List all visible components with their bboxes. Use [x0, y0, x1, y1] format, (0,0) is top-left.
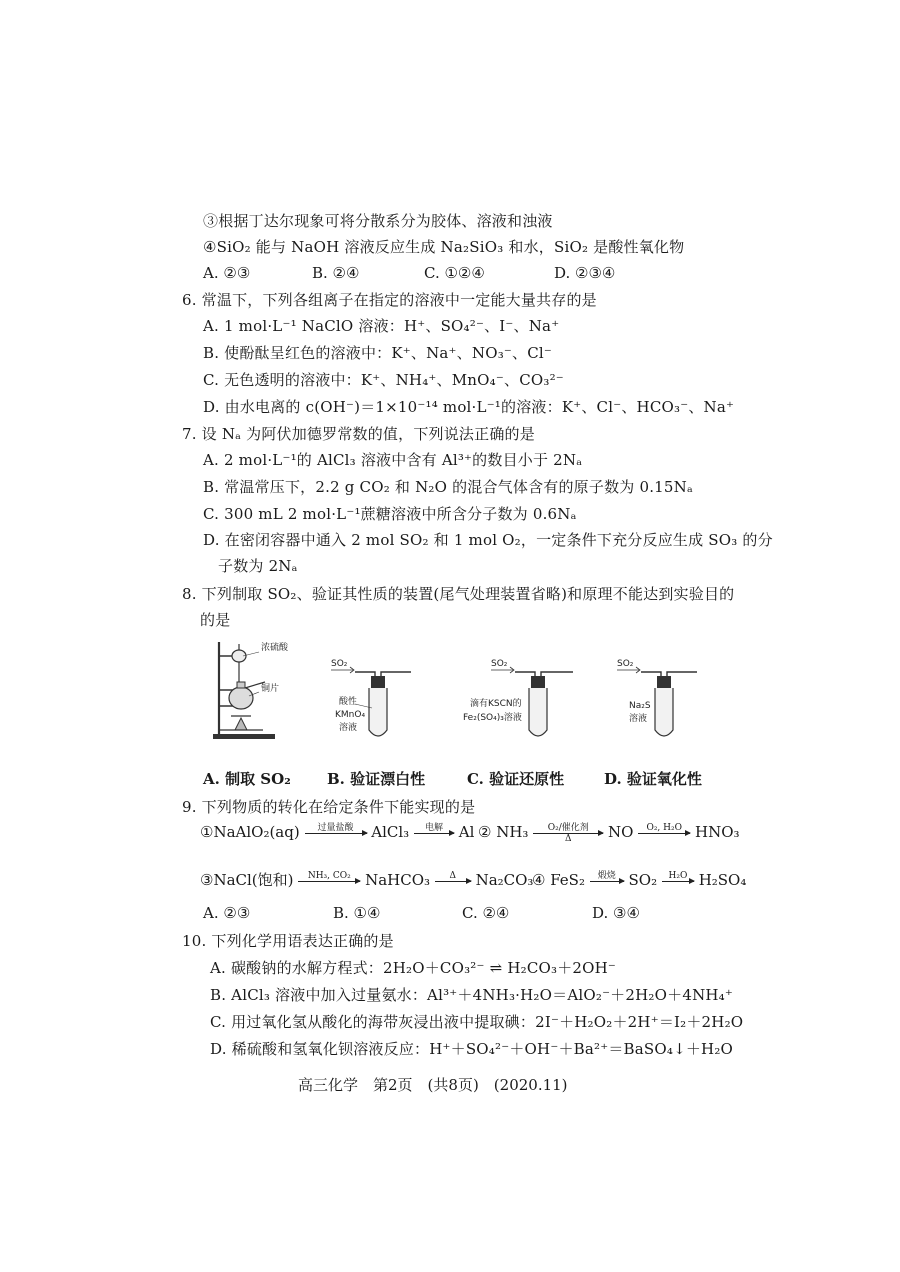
conversion-1-arrow-2: 电解 [414, 823, 454, 844]
question-6-option-b: B. 使酚酞呈红色的溶液中：K⁺、Na⁺、NO₃⁻、Cl⁻ [203, 344, 553, 362]
label-copper-sheet: 铜片 [261, 684, 280, 694]
question-8-stem-line1: 8. 下列制取 SO₂、验证其性质的装置(尾气处理装置省略)和原理不能达到实验目的 [182, 585, 735, 603]
conversion-2-start: ② NH₃ [478, 823, 529, 841]
q8-option-b: B. 验证漂白性 [327, 770, 426, 788]
label-b-line2: KMnO₄ [335, 710, 366, 720]
question-7-option-d-line2: 子数为 2Nₐ [218, 557, 298, 575]
page-footer: 高三化学 第2页 (共8页) (2020.11) [298, 1076, 568, 1094]
label-b-line1: 酸性 [339, 697, 358, 707]
question-10-option-d: D. 稀硫酸和氢氧化钡溶液反应：H⁺＋SO₄²⁻＋OH⁻＋Ba²⁺＝BaSO₄↓＋H₂O [210, 1040, 734, 1058]
label-c-line2: Fe₂(SO₄)₃溶液 [463, 713, 522, 723]
conversion-row-2 [478, 822, 740, 844]
label-d-line2: 溶液 [629, 714, 648, 724]
conversion-1-arrow-1: 过量盐酸 [305, 823, 367, 844]
conversion-2-arrow-2: O₂, H₂O [638, 823, 690, 844]
q8-option-a: A. 制取 SO₂ [203, 770, 291, 788]
conversion-4-start: ④ FeS₂ [532, 871, 585, 889]
conversion-4-end: H₂SO₄ [698, 871, 747, 889]
line-statement-4: ④SiO₂ 能与 NaOH 溶液反应生成 Na₂SiO₃ 和水，SiO₂ 是酸性氧化物 [203, 238, 685, 256]
question-6-option-a: A. 1 mol·L⁻¹ NaClO 溶液：H⁺、SO₄²⁻、I⁻、Na⁺ [203, 317, 560, 335]
conversion-3-arrow-1: NH₃, CO₂ [298, 871, 360, 892]
conversion-1-start: ①NaAlO₂(aq) [200, 823, 300, 841]
question-7-stem: 7. 设 Nₐ 为阿伏加德罗常数的值，下列说法正确的是 [182, 425, 535, 443]
question-8-stem-line2: 的是 [200, 611, 231, 629]
q8-option-c: C. 验证还原性 [467, 770, 565, 788]
apparatus-figure [205, 638, 720, 742]
conversion-row-3 [200, 870, 533, 892]
conversion-3-arrow-2: Δ [435, 871, 471, 892]
question-7-option-c: C. 300 mL 2 mol·L⁻¹蔗糖溶液中所含分子数为 0.6Nₐ [203, 505, 577, 523]
conversion-3-start: ③NaCl(饱和) [200, 871, 294, 889]
apparatus-d-tube [617, 659, 697, 736]
conversion-3-mid: NaHCO₃ [365, 871, 430, 889]
label-d-line1: Na₂S [629, 701, 651, 711]
conversion-2-arrow-1: O₂/催化剂 Δ [533, 823, 603, 844]
conversion-4-mid: SO₂ [628, 871, 658, 889]
label-concentrated-sulfuric-acid: 浓硫酸 [261, 643, 289, 653]
q9-option-c: C. ②④ [462, 904, 510, 922]
question-6-stem: 6. 常温下，下列各组离子在指定的溶液中一定能大量共存的是 [182, 291, 597, 309]
conversion-2-mid: NO [608, 823, 634, 841]
question-7-option-a: A. 2 mol·L⁻¹的 AlCl₃ 溶液中含有 Al³⁺的数目小于 2Nₐ [203, 451, 583, 469]
q8-option-d: D. 验证氧化性 [604, 770, 702, 788]
conversion-1-mid: AlCl₃ [371, 823, 410, 841]
question-10-stem: 10. 下列化学用语表达正确的是 [182, 932, 394, 950]
q5-option-b: B. ②④ [312, 264, 360, 282]
q5-option-c: C. ①②④ [424, 264, 485, 282]
conversion-4-arrow-2: H₂O [662, 871, 694, 892]
question-7-option-b: B. 常温常压下，2.2 g CO₂ 和 N₂O 的混合气体含有的原子数为 0.15Nₐ [203, 478, 693, 496]
conversion-2-end: HNO₃ [695, 823, 740, 841]
conversion-1-end: Al [458, 823, 475, 841]
question-10-option-b: B. AlCl₃ 溶液中加入过量氨水：Al³⁺＋4NH₃·H₂O＝AlO₂⁻＋2H₂O＋4NH₄⁺ [210, 986, 734, 1004]
q9-option-d: D. ③④ [592, 904, 640, 922]
question-6-option-c: C. 无色透明的溶液中：K⁺、NH₄⁺、MnO₄⁻、CO₃²⁻ [203, 371, 564, 389]
question-6-option-d: D. 由水电离的 c(OH⁻)＝1×10⁻¹⁴ mol·L⁻¹的溶液：K⁺、Cl⁻、HCO₃⁻、Na⁺ [203, 398, 735, 416]
conversion-row-1 [200, 822, 474, 844]
label-b-line3: 溶液 [339, 723, 358, 733]
question-10-option-c: C. 用过氧化氢从酸化的海带灰浸出液中提取碘：2I⁻＋H₂O₂＋2H⁺＝I₂＋2H₂O [210, 1013, 744, 1031]
q5-option-a: A. ②③ [203, 264, 251, 282]
line-statement-3: ③根据丁达尔现象可将分散系分为胶体、溶液和浊液 [203, 212, 553, 230]
label-gas-c: SO₂ [491, 659, 508, 669]
label-gas-b: SO₂ [331, 659, 348, 669]
q5-option-d: D. ②③④ [554, 264, 616, 282]
question-9-stem: 9. 下列物质的转化在给定条件下能实现的是 [182, 798, 476, 816]
apparatus-c-tube [463, 659, 573, 736]
q9-option-a: A. ②③ [203, 904, 251, 922]
label-gas-d: SO₂ [617, 659, 634, 669]
q9-option-b: B. ①④ [333, 904, 381, 922]
conversion-3-end: Na₂CO₃ [475, 871, 534, 889]
apparatus-a-generator [213, 641, 289, 739]
conversion-4-arrow-1: 煅烧 [590, 871, 624, 892]
conversion-row-4 [532, 870, 746, 892]
apparatus-b-tube [331, 659, 411, 736]
label-c-line1: 滴有KSCN的 [470, 699, 522, 709]
question-7-option-d-line1: D. 在密闭容器中通入 2 mol SO₂ 和 1 mol O₂，一定条件下充分反应生成 SO₃ 的分 [203, 531, 773, 549]
question-10-option-a: A. 碳酸钠的水解方程式：2H₂O＋CO₃²⁻ ⇌ H₂CO₃＋2OH⁻ [210, 959, 617, 977]
